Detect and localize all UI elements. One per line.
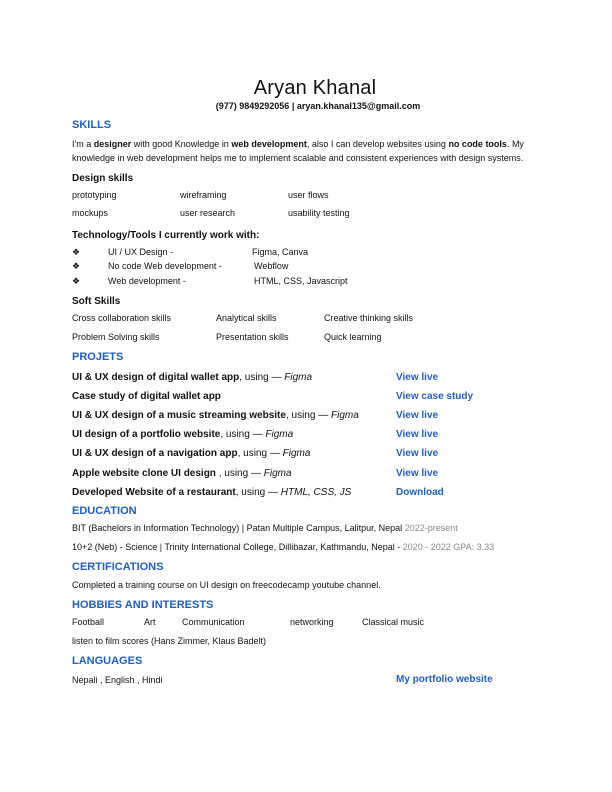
- phone-number: (977) 9849292056: [215, 101, 290, 111]
- project-item: [72, 410, 359, 421]
- intro-text-3: , also I can develop websites using: [306, 139, 449, 149]
- project-title: UI & UX design of digital wallet app: [72, 372, 240, 383]
- hobby-line: listen to film scores (Hans Zimmer, Klaus Badelt): [72, 636, 267, 646]
- project-title: UI & UX design of a navigation app: [72, 448, 238, 459]
- soft-skill: Creative thinking skills: [324, 313, 414, 323]
- project-using: , using —: [235, 487, 281, 498]
- hobby-item: Classical music: [362, 617, 425, 627]
- resume-name: Aryan Khanal: [253, 77, 377, 99]
- hobby-item: Communication: [182, 617, 245, 627]
- skills-heading: SKILLS: [72, 119, 112, 131]
- education-dates: 2020 - 2022 GPA: 3.33: [402, 542, 495, 552]
- education-text: 10+2 (Neb) - Science | Trinity International College, Dillibazar, Kathmandu, Nepal -: [72, 542, 403, 552]
- design-skill: wireframing: [180, 190, 227, 200]
- project-tool: Figma: [284, 372, 313, 383]
- project-item: [72, 391, 221, 402]
- certifications-heading: CERTIFICATIONS: [72, 561, 164, 573]
- tool-value: Figma, Canva: [252, 247, 309, 257]
- project-using: , using —: [285, 410, 331, 421]
- view-live-link[interactable]: View live: [396, 429, 439, 440]
- project-tool: Figma: [330, 410, 359, 421]
- tool-label: No code Web development -: [108, 261, 222, 271]
- project-item: [72, 487, 351, 498]
- education-text: BIT (Bachelors in Information Technology) | Patan Multiple Campus, Lalitpur, Nepal: [72, 523, 405, 533]
- soft-skill: Quick learning: [324, 332, 382, 342]
- soft-skill: Problem Solving skills: [72, 332, 160, 342]
- intro-bold-2: web development: [231, 139, 307, 149]
- design-skills-heading: Design skills: [72, 173, 134, 184]
- intro-bold-3: no code tools: [448, 139, 507, 149]
- diamond-bullet-icon: ❖: [72, 247, 81, 257]
- view-live-link[interactable]: View live: [396, 372, 439, 383]
- tool-value: HTML, CSS, Javascript: [254, 276, 348, 286]
- view-live-link[interactable]: View live: [396, 448, 439, 459]
- tools-heading: Technology/Tools I currently work with:: [72, 230, 260, 241]
- diamond-bullet-icon: ❖: [72, 261, 81, 271]
- project-title: Apple website clone UI design: [72, 468, 219, 479]
- diamond-bullet-icon: ❖: [72, 276, 81, 286]
- portfolio-website-link[interactable]: My portfolio website: [396, 674, 493, 685]
- design-skill: user flows: [288, 190, 329, 200]
- projects-heading: PROJETS: [72, 351, 124, 363]
- hobbies-heading: HOBBIES AND INTERESTS: [72, 599, 214, 611]
- certification-text: Completed a training course on UI design on freecodecamp youtube channel.: [72, 580, 381, 590]
- view-case-study-link[interactable]: View case study: [396, 391, 474, 402]
- design-skill: mockups: [72, 208, 109, 218]
- design-skill: user research: [180, 208, 236, 218]
- languages-text: Nepali , English , Hindi: [72, 675, 163, 685]
- education-dates: 2022-present: [404, 523, 458, 533]
- contact-line: [0, 101, 612, 111]
- project-title: UI & UX design of a music streaming website: [72, 410, 286, 421]
- project-item: [72, 372, 312, 383]
- project-title: Developed Website of a restaurant: [72, 487, 236, 498]
- education-item: [72, 542, 494, 552]
- project-item: [72, 429, 293, 440]
- project-item: [72, 468, 292, 479]
- view-live-link[interactable]: View live: [396, 410, 439, 421]
- intro-text-2: with good Knowledge in: [131, 139, 232, 149]
- project-title: UI design of a portfolio website: [72, 429, 221, 440]
- design-skill: prototyping: [72, 190, 117, 200]
- contact-separator: |: [291, 101, 295, 111]
- project-title: Case study of digital wallet app: [72, 391, 221, 402]
- tool-label: UI / UX Design -: [108, 247, 174, 257]
- soft-skill: Presentation skills: [216, 332, 289, 342]
- education-heading: EDUCATION: [72, 505, 137, 517]
- intro-text-4: . My knowledge in web development helps me to implement scalable and consistent experiences with design systems.: [72, 139, 524, 163]
- project-item: [72, 448, 310, 459]
- intro-bold-1: designer: [93, 139, 132, 149]
- soft-skills-heading: Soft Skills: [72, 296, 121, 307]
- tool-label: Web development -: [108, 276, 186, 286]
- hobby-item: Art: [144, 617, 156, 627]
- project-using: , using —: [239, 372, 285, 383]
- view-live-link[interactable]: View live: [396, 468, 439, 479]
- project-tool: Figma: [263, 468, 292, 479]
- skills-intro: [72, 137, 562, 165]
- soft-skill: Cross collaboration skills: [72, 313, 172, 323]
- email-address[interactable]: aryan.khanal135@gmail.com: [296, 101, 421, 111]
- tool-value: Webflow: [254, 261, 289, 271]
- soft-skill: Analytical skills: [216, 313, 277, 323]
- download-link[interactable]: Download: [396, 487, 444, 498]
- education-item: [72, 523, 458, 533]
- project-tool: Figma: [265, 429, 294, 440]
- design-skill: usability testing: [288, 208, 350, 218]
- hobby-item: networking: [290, 617, 334, 627]
- languages-heading: LANGUAGES: [72, 655, 143, 667]
- project-using: , using —: [220, 429, 266, 440]
- project-using: , using —: [218, 468, 264, 479]
- project-tool: HTML, CSS, JS: [280, 487, 352, 498]
- hobby-item: Football: [72, 617, 105, 627]
- intro-text-1: I'm a: [72, 139, 94, 149]
- project-using: , using —: [237, 448, 283, 459]
- project-tool: Figma: [282, 448, 311, 459]
